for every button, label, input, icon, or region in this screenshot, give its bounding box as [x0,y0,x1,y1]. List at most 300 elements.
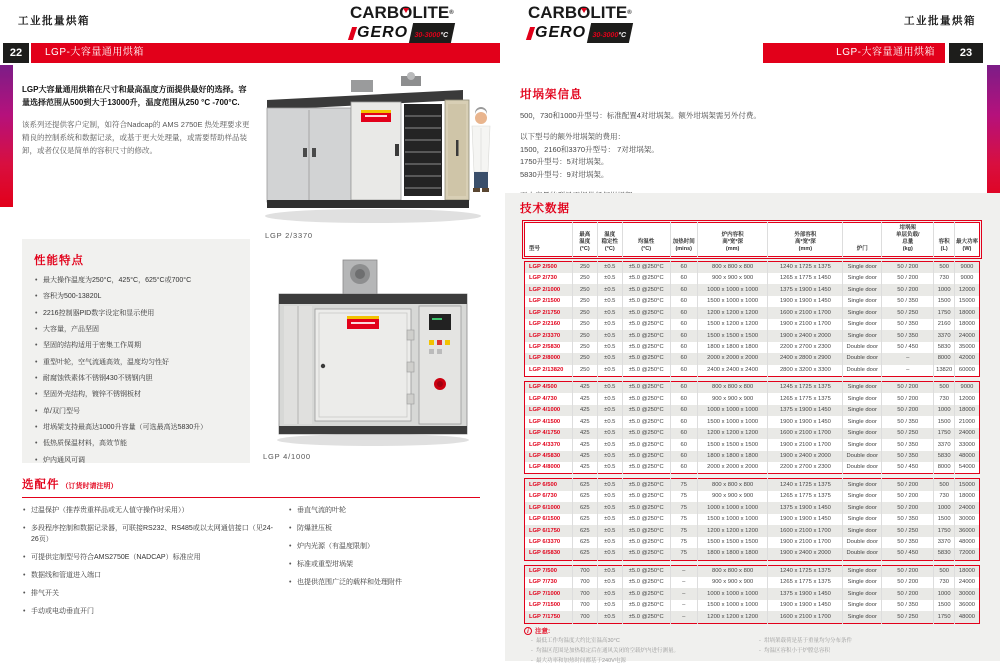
value-cell: Single door [843,405,882,416]
value-cell: 250 [572,330,597,341]
value-cell: 1000 [934,502,954,513]
value-cell: Single door [843,284,882,295]
model-cell: LGP 4/1000 [525,405,573,416]
value-cell: 800 x 800 x 800 [697,261,768,273]
value-cell: ±5.0 @250°C [622,577,670,588]
value-cell: ±0.5 [597,319,622,330]
image-caption: LGP 2/3370 [265,231,313,240]
model-cell: LGP 6/730 [529,493,557,500]
value-cell: 50 / 200 [882,577,934,588]
value-cell: ±0.5 [597,439,622,450]
value-cell: – [670,565,697,577]
value-cell: 1500 x 1000 x 1000 [697,600,768,611]
value-cell: ±0.5 [597,548,622,560]
value-cell: 1240 x 1725 x 1375 [768,565,843,577]
value-cell: ±0.5 [597,428,622,439]
table-row [525,307,980,318]
value-cell: ±5.0 @250°C [622,365,670,377]
value-cell: ±5.0 @250°C [622,319,670,330]
model-cell: LGP 4/5830 [525,451,573,462]
temperature-range-badge: 30-3000°C [587,23,633,43]
value-cell: 24000 [954,577,979,588]
value-cell: Double door [843,353,882,364]
model-cell: LGP 7/730 [529,579,557,586]
value-cell: ±0.5 [597,381,622,393]
value-cell: 24000 [954,428,979,439]
table-row [525,600,980,611]
list-item: • 容积为500-13820L [34,293,238,302]
value-cell: ±0.5 [597,330,622,341]
table-row [525,479,980,491]
options-list-right [288,506,480,625]
options-list-left [22,506,280,625]
value-cell: Single door [843,588,882,599]
brand-logo-carbolite: CARBOLITE® [528,3,632,22]
list-item: - 最低工作均温度大约比室温高30°C [530,637,758,647]
list-item: • 手动或电动垂直开门 [22,607,280,618]
value-cell: 2000 x 2000 x 2000 [697,353,768,364]
model-cell: LGP 2/5830 [529,344,561,351]
column-header: 型号 [529,246,541,253]
table-row [525,319,980,330]
model-cell: LGP 2/8000 [525,353,573,364]
value-cell: 900 x 900 x 900 [697,577,768,588]
page-number-left: 22 [3,43,29,63]
value-cell: – [670,588,697,599]
value-cell: 48000 [954,451,979,462]
table-row [525,577,980,588]
value-cell: 75 [670,479,697,491]
value-cell: 250 [572,296,597,307]
value-cell: ±0.5 [597,342,622,353]
info-icon: i [524,627,532,635]
tech-data-title: 技术数据 [520,203,570,215]
list-item: • 炉内光源（有温度限制） [288,542,480,553]
value-cell: – [670,611,697,623]
value-cell: 700 [572,577,597,588]
value-cell: 50 / 350 [882,537,934,548]
value-cell: Single door [843,296,882,307]
table-row [525,525,980,536]
value-cell: 50 / 350 [882,439,934,450]
value-cell: ±0.5 [597,296,622,307]
column-header: 加热时间 (mins) [670,223,697,257]
value-cell: 625 [572,548,597,560]
gero-flag-icon [526,27,535,40]
value-cell: ±0.5 [597,393,622,404]
value-cell: 700 [572,611,597,623]
value-cell: 60 [670,439,697,450]
column-header: 温度 稳定性 (°C) [597,223,622,257]
list-item: • 低热质保温材料，高效节能 [34,440,238,449]
value-cell: – [670,577,697,588]
table-row [525,273,980,284]
brand-logo [350,4,480,43]
value-cell: 625 [572,525,597,536]
value-cell: ±0.5 [597,537,622,548]
value-cell: 9000 [954,273,979,284]
value-cell: 425 [572,416,597,427]
model-cell: LGP 7/1000 [525,588,573,599]
intro-paragraph: 该系列还提供客户定制，如符合Nadcap的 AMS 2750E 热处理要求更精良的控制系统和数据记录，或基于更大处理量，或需要帮助样品装卸，或者仅仅是简单的容积尺寸的修改。 [22,120,250,155]
features-list [34,277,238,466]
value-cell: ±5.0 @250°C [622,548,670,560]
table-row [525,565,980,577]
value-cell: 50 / 250 [882,525,934,536]
value-cell: 1900 x 2100 x 1700 [768,319,843,330]
value-cell: ±5.0 @250°C [622,537,670,548]
value-cell: 50 / 200 [882,284,934,295]
value-cell: 50 / 200 [882,393,934,404]
value-cell: Double door [843,342,882,353]
value-cell: 3370 [934,537,954,548]
value-cell: ±5.0 @250°C [622,353,670,364]
value-cell: 730 [934,273,954,284]
value-cell: 50 / 350 [882,514,934,525]
value-cell: 250 [572,307,597,318]
model-cell: LGP 7/1750 [525,611,573,623]
value-cell: 1500 x 1500 x 1500 [697,439,768,450]
value-cell: 700 [572,600,597,611]
list-item: • 重型叶轮，空气流通高效，温度均匀性好 [34,359,238,368]
rack-line: 1750升型号：5对坩埚架。 [520,157,609,167]
options-divider [22,497,480,498]
list-item: • 坚固外壳结构，镀锌不锈钢板材 [34,391,238,400]
value-cell: ±0.5 [597,514,622,525]
value-cell: Single door [843,611,882,623]
value-cell: 1600 x 2100 x 1700 [768,428,843,439]
value-cell: 425 [572,381,597,393]
list-item: - 均温区范围是加热稳定后在通风关闭的空载炉内进行测量。 [530,647,758,657]
model-cell: LGP 2/3370 [525,330,573,341]
table-row [525,365,980,377]
value-cell: ±0.5 [597,462,622,474]
value-cell: ±5.0 @250°C [622,491,670,502]
features-title: 性能特点 [34,255,84,267]
value-cell: 1000 x 1000 x 1000 [697,405,768,416]
person-figure [472,107,490,192]
value-cell: 1000 [934,405,954,416]
right-banner-title: LGP-大容量通用烘箱 [763,43,945,63]
value-cell: 250 [572,319,597,330]
column-header: 炉门 [843,223,882,257]
value-cell: 1265 x 1775 x 1375 [768,491,843,502]
value-cell: ±0.5 [597,284,622,295]
intro-bold-paragraph: LGP大容量通用烘箱在尺寸和最高温度方面提供最好的选择。容量选择范围从500到大于13000升，温度范围从250 °C -700°C. [22,85,247,107]
value-cell: 75 [670,537,697,548]
table-row [525,428,980,439]
value-cell: 900 x 900 x 900 [697,393,768,404]
value-cell: 2200 x 2700 x 2300 [768,342,843,353]
value-cell: 730 [934,577,954,588]
value-cell: 1750 [934,611,954,623]
value-cell: 250 [572,284,597,295]
column-header: 炉内容积 高*宽*深 (mm) [697,223,768,257]
value-cell: 21000 [954,416,979,427]
brand-logo [528,4,658,43]
value-cell: 800 x 800 x 800 [697,381,768,393]
value-cell: 60 [670,319,697,330]
value-cell: 50 / 350 [882,319,934,330]
value-cell: ±0.5 [597,365,622,377]
notes-list-right [758,637,958,667]
value-cell: ±5.0 @250°C [622,588,670,599]
value-cell: 1500 x 1200 x 1200 [697,319,768,330]
table-row [525,296,980,307]
rack-line: 1500，2160和3370升型号： 7对坩埚架。 [520,144,659,154]
value-cell: 50 / 450 [882,548,934,560]
value-cell: ±0.5 [597,502,622,513]
value-cell: Single door [843,479,882,491]
value-cell: 50 / 350 [882,416,934,427]
value-cell: Single door [843,565,882,577]
notes-list-left [530,637,758,667]
value-cell: 50 / 200 [882,479,934,491]
value-cell: 60 [670,273,697,284]
list-item: • 垂直气流的叶轮 [288,506,480,517]
value-cell: 50 / 250 [882,428,934,439]
table-row [525,502,980,513]
rack-paragraph [520,131,950,181]
value-cell: 1265 x 1775 x 1375 [768,393,843,404]
table-row [525,588,980,599]
value-cell: ±0.5 [597,307,622,318]
value-cell: Double door [843,537,882,548]
table-row [525,537,980,548]
value-cell: Single door [843,514,882,525]
list-item: • 防爆泄压板 [288,524,480,535]
value-cell: 60 [670,330,697,341]
value-cell: ±5.0 @250°C [622,479,670,491]
value-cell: ±0.5 [597,491,622,502]
list-item: • 排气开关 [22,589,280,600]
value-cell: Single door [843,416,882,427]
value-cell: Single door [843,525,882,536]
value-cell: 1200 x 1200 x 1200 [697,525,768,536]
value-cell: 1375 x 1900 x 1450 [768,284,843,295]
notes-title: 注意: [535,628,551,635]
value-cell: 15000 [954,296,979,307]
model-cell: LGP 2/730 [529,275,557,282]
model-cell: LGP 4/1500 [529,418,561,425]
value-cell: ±0.5 [597,525,622,536]
model-cell: LGP 4/8000 [529,464,561,471]
model-cell: LGP 6/1750 [525,525,573,536]
value-cell: 1240 x 1725 x 1375 [768,479,843,491]
value-cell: 1900 x 1900 x 1450 [768,514,843,525]
value-cell: ±5.0 @250°C [622,416,670,427]
value-cell: Single door [843,319,882,330]
value-cell: 54000 [954,462,979,474]
value-cell: 2160 [934,319,954,330]
options-section [22,476,480,625]
list-item: • 最大操作温度为250°C，425°C，625°C或700°C [34,277,238,286]
value-cell: 500 [934,381,954,393]
value-cell: – [882,365,934,377]
value-cell: 50 / 250 [882,307,934,318]
value-cell: ±0.5 [597,405,622,416]
value-cell: ±0.5 [597,353,622,364]
value-cell: 1900 x 2400 x 2000 [768,330,843,341]
value-cell: 33000 [954,439,979,450]
value-cell: 1500 [934,600,954,611]
value-cell: ±5.0 @250°C [622,261,670,273]
value-cell: 1000 [934,588,954,599]
value-cell: 1500 x 1000 x 1000 [697,514,768,525]
value-cell: Double door [843,365,882,377]
value-cell: 60 [670,451,697,462]
value-cell: 250 [572,261,597,273]
value-cell: 42000 [954,353,979,364]
value-cell: 50 / 350 [882,451,934,462]
value-cell: 75 [670,525,697,536]
model-cell: LGP 6/3370 [529,539,561,546]
value-cell: ±5.0 @250°C [622,565,670,577]
value-cell: ±5.0 @250°C [622,600,670,611]
value-cell: 1750 [934,525,954,536]
value-cell: 50 / 350 [882,600,934,611]
value-cell: 900 x 900 x 900 [697,273,768,284]
value-cell: 625 [572,502,597,513]
value-cell: 1900 x 2100 x 1700 [768,537,843,548]
value-cell: Single door [843,381,882,393]
value-cell: ±0.5 [597,261,622,273]
list-item: - 坩埚架载荷是基于重量均匀分布条件 [758,637,958,647]
value-cell: 800 x 800 x 800 [697,565,768,577]
value-cell: 24000 [954,330,979,341]
value-cell: 625 [572,514,597,525]
value-cell: 50 / 450 [882,342,934,353]
value-cell: Single door [843,307,882,318]
table-row [525,330,980,341]
value-cell: 50 / 200 [882,588,934,599]
value-cell: 700 [572,565,597,577]
value-cell: – [670,600,697,611]
rack-info-text [520,110,950,202]
value-cell: Single door [843,393,882,404]
options-title: 选配件 [22,479,60,491]
value-cell: ±5.0 @250°C [622,381,670,393]
table-row [525,416,980,427]
model-cell: LGP 2/500 [525,261,573,273]
value-cell: 50 / 450 [882,462,934,474]
table-row [525,462,980,474]
value-cell: 1600 x 2100 x 1700 [768,611,843,623]
value-cell: 730 [934,491,954,502]
temperature-range-badge: 30-3000°C [409,23,455,43]
oven-photo-lgp-2-3370 [253,70,498,228]
value-cell: 18000 [954,491,979,502]
value-cell: ±0.5 [597,273,622,284]
value-cell: 1375 x 1900 x 1450 [768,588,843,599]
value-cell: ±5.0 @250°C [622,273,670,284]
list-item: • 2216控制器PID数字设定和显示使用 [34,310,238,319]
rack-line: 500，730和1000升型号：标准配置4对坩埚架。额外坩埚架需另外付费。 [520,111,761,120]
value-cell: 18000 [954,307,979,318]
column-header: 最高 温度 (°C) [572,223,597,257]
value-cell: 730 [934,393,954,404]
table-row [525,284,980,295]
value-cell: 36000 [954,600,979,611]
value-cell: 30000 [954,514,979,525]
value-cell: Single door [843,600,882,611]
value-cell: ±0.5 [597,611,622,623]
value-cell: 30000 [954,588,979,599]
value-cell: ±5.0 @250°C [622,462,670,474]
list-item: • 可提供定制型号符合AMS2750E（NADCAP）标准应用 [22,553,280,564]
column-header: 均温性 (°C) [622,223,670,257]
model-cell: LGP 4/730 [529,395,557,402]
left-banner-title: LGP-大容量通用烘箱 [31,43,500,63]
model-cell: LGP 2/2160 [529,321,561,328]
value-cell: 1240 x 1725 x 1375 [768,261,843,273]
value-cell: 60 [670,261,697,273]
value-cell: ±5.0 @250°C [622,451,670,462]
value-cell: 35000 [954,342,979,353]
model-cell: LGP 4/3370 [529,441,561,448]
value-cell: 15000 [954,479,979,491]
value-cell: ±0.5 [597,565,622,577]
value-cell: 1000 x 1000 x 1000 [697,588,768,599]
value-cell: 60 [670,416,697,427]
table-row [525,405,980,416]
value-cell: Single door [843,502,882,513]
list-item: • 单/双门型号 [34,408,238,417]
value-cell: 72000 [954,548,979,560]
value-cell: 1750 [934,307,954,318]
value-cell: ±0.5 [597,416,622,427]
rack-info-title: 坩埚架信息 [520,89,583,101]
value-cell: ±0.5 [597,479,622,491]
gero-flag-icon [348,27,357,40]
value-cell: 1500 [934,416,954,427]
value-cell: ±5.0 @250°C [622,284,670,295]
value-cell: Single door [843,273,882,284]
value-cell: 9000 [954,381,979,393]
model-cell: LGP 7/1500 [529,602,561,609]
value-cell: 3370 [934,439,954,450]
value-cell: 700 [572,588,597,599]
value-cell: 13820 [934,365,954,377]
value-cell: 1200 x 1200 x 1200 [697,307,768,318]
table-row [525,261,980,273]
value-cell: 1200 x 1200 x 1200 [697,611,768,623]
table-row [525,611,980,623]
left-page-category-label: 工业批量烘箱 [18,15,90,27]
value-cell: 60 [670,284,697,295]
model-cell: LGP 2/1500 [529,298,561,305]
value-cell: ±5.0 @250°C [622,342,670,353]
value-cell: 18000 [954,565,979,577]
value-cell: ±5.0 @250°C [622,428,670,439]
value-cell: 1600 x 2100 x 1700 [768,525,843,536]
model-cell: LGP 6/1500 [529,516,561,523]
value-cell: Double door [843,451,882,462]
value-cell: 425 [572,428,597,439]
value-cell: 625 [572,479,597,491]
table-row [525,548,980,560]
value-cell: 50 / 200 [882,273,934,284]
list-item: • 炉内通风可调 [34,457,238,466]
value-cell: 50 / 250 [882,611,934,623]
model-cell: LGP 6/500 [525,479,573,491]
value-cell: 50 / 200 [882,405,934,416]
rack-line: 5830升型号：9对坩埚架。 [520,169,609,179]
value-cell: 8000 [934,462,954,474]
value-cell: 1265 x 1775 x 1375 [768,577,843,588]
value-cell: 2800 x 3200 x 3300 [768,365,843,377]
value-cell: 425 [572,462,597,474]
